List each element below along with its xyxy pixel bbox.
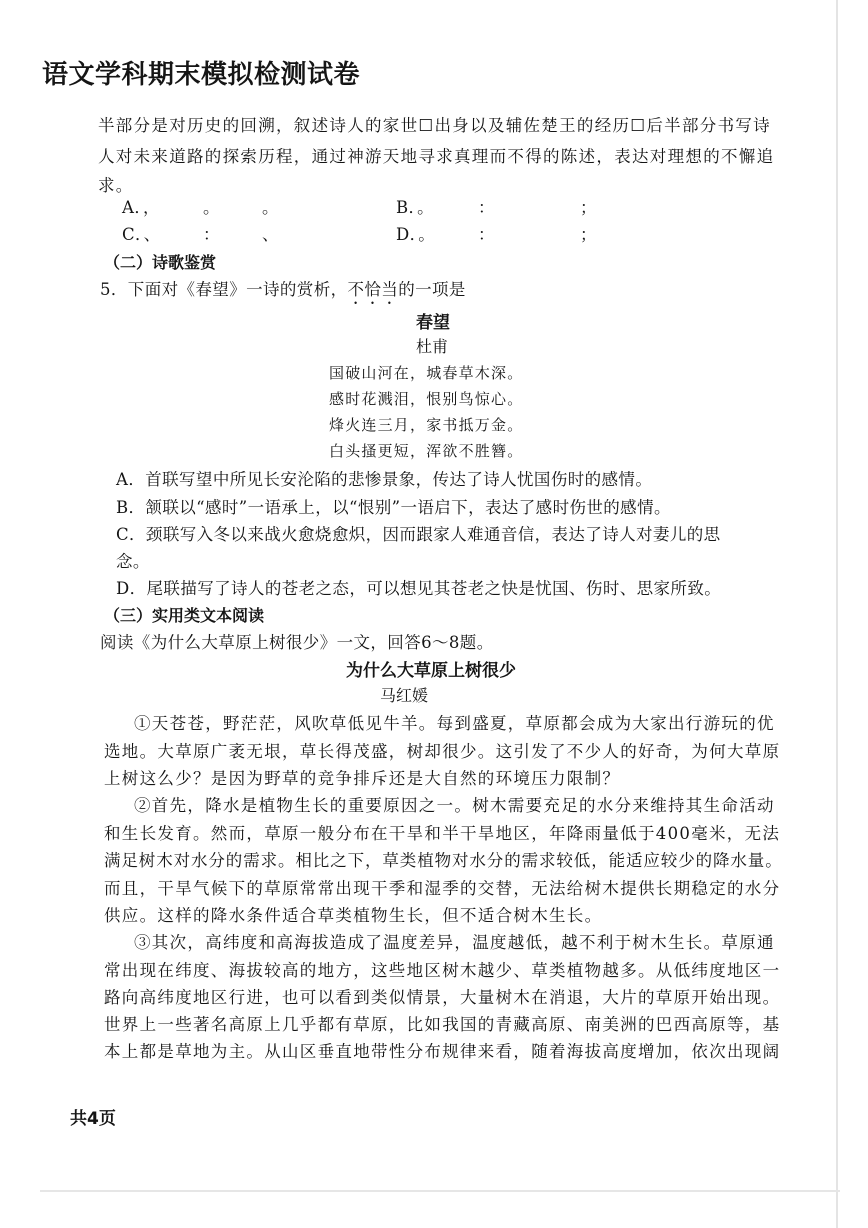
poem-line-3: 烽火连三月，家书抵万金。: [329, 416, 524, 434]
section-heading-practical: （三）实用类文本阅读: [104, 606, 265, 625]
q5-stem-start: 5．下面对《春望》一诗的赏析，: [100, 280, 348, 299]
article-line-3: 上树这么少？是因为野草的竞争排斥还是大自然的环境压力限制？: [104, 769, 621, 788]
option-a-punct-2: 。: [262, 198, 279, 217]
article-line-1: ①天苍苍，野茫茫，风吹草低见牛羊。每到盛夏，草原都会成为大家出行游玩的优: [134, 714, 775, 733]
intro-line-1: 半部分是对历史的回溯，叙述诗人的家世☐出身以及辅佐楚王的经历☐后半部分书写诗: [98, 116, 771, 135]
option-a-label: A．，: [122, 198, 160, 217]
intro-line-2: 人对未来道路的探索历程，通过神游天地寻求真理而不得的陈述，表达对理想的不懈追: [98, 147, 775, 166]
poem-line-4: 白头搔更短，浑欲不胜簪。: [329, 442, 524, 460]
q5-option-d: D．尾联描写了诗人的苍老之态，可以想见其苍老之快是忧国、伤时、思家所致。: [116, 579, 722, 598]
poem-author: 杜甫: [416, 337, 449, 356]
q5-option-b: B．颔联以“感时”一语承上，以“恨别”一语启下，表达了感时伤世的感情。: [116, 498, 671, 517]
option-b-punct-1: ：: [478, 198, 495, 217]
scan-edge-bottom: [40, 1190, 840, 1192]
article-line-4: ②首先，降水是植物生长的重要原因之一。树木需要充足的水分来维持其生命活动: [134, 796, 775, 815]
intro-line-3: 求。: [98, 176, 134, 195]
option-b-label: B．。: [396, 198, 435, 217]
option-b-punct-2: ；: [580, 198, 597, 217]
q5-option-c: C．颈联写入冬以来战火愈烧愈炽，因而跟家人难通音信，表达了诗人对妻儿的思: [116, 525, 721, 544]
article-line-7: 而且，干旱气候下的草原常常出现干季和湿季的交替，无法给树木提供长期稳定的水分: [104, 879, 781, 898]
question-5-stem: [100, 276, 466, 308]
q5-option-a: A．首联写望中所见长安沦陷的悲惨景象，传达了诗人忧国伤时的感情。: [116, 470, 653, 489]
article-line-2: 选地。大草原广袤无垠，草长得茂盛，树却很少。这引发了不少人的好奇，为何大草原: [104, 742, 781, 761]
option-c-punct-1: ：: [203, 225, 220, 244]
article-line-12: 世界上一些著名高原上几乎都有草原，比如我国的青藏高原、南美洲的巴西高原等，基: [104, 1015, 781, 1034]
q5-stem-end: 的一项是: [398, 280, 466, 299]
option-c-punct-2: 、: [262, 225, 279, 244]
option-d-label: D．。: [396, 225, 436, 244]
q5-option-c-cont: 念。: [116, 552, 150, 571]
article-line-9: ③其次，高纬度和高海拔造成了温度差异，温度越低，越不利于树木生长。草原通: [134, 933, 775, 952]
page-count: 共4页: [70, 1109, 116, 1129]
section-instruction: 阅读《为什么大草原上树很少》一文，回答6～8题。: [100, 633, 494, 652]
article-line-13: 本上都是草地为主。从山区垂直地带性分布规律来看，随着海拔高度增加，依次出现阔: [104, 1042, 781, 1061]
article-author: 马红媛: [380, 686, 429, 705]
article-line-10: 常出现在纬度、海拔较高的地方，这些地区树木越少、草类植物越多。从低纬度地区一: [104, 961, 781, 980]
option-d-punct-1: ：: [478, 225, 495, 244]
page-title: 语文学科期末模拟检测试卷: [42, 60, 361, 90]
article-line-6: 满足树木对水分的需求。相比之下，草类植物对水分的需求较低，能适应较少的降水量。: [104, 851, 783, 870]
q5-emphasis: 不恰当: [347, 280, 399, 299]
option-d-punct-2: ；: [580, 225, 597, 244]
poem-line-1: 国破山河在，城春草木深。: [329, 364, 524, 382]
scan-edge-right: [836, 0, 838, 1228]
poem-line-2: 感时花溅泪，恨别鸟惊心。: [329, 390, 524, 408]
article-title: 为什么大草原上树很少: [346, 661, 516, 681]
section-heading-poetry: （二）诗歌鉴赏: [104, 253, 217, 272]
article-line-11: 路向高纬度地区行进，也可以看到类似情景，大量树木在消退，大片的草原开始出现。: [104, 988, 781, 1007]
article-line-5: 和生长发育。然而，草原一般分布在干旱和半干旱地区，年降雨量低于400毫米，无法: [104, 824, 781, 843]
option-a-punct-1: 。: [203, 198, 220, 217]
option-c-label: C．、: [122, 225, 161, 244]
article-line-8: 供应。这样的降水条件适合草类植物生长，但不适合树木生长。: [104, 906, 603, 925]
poem-title: 春望: [416, 313, 450, 333]
